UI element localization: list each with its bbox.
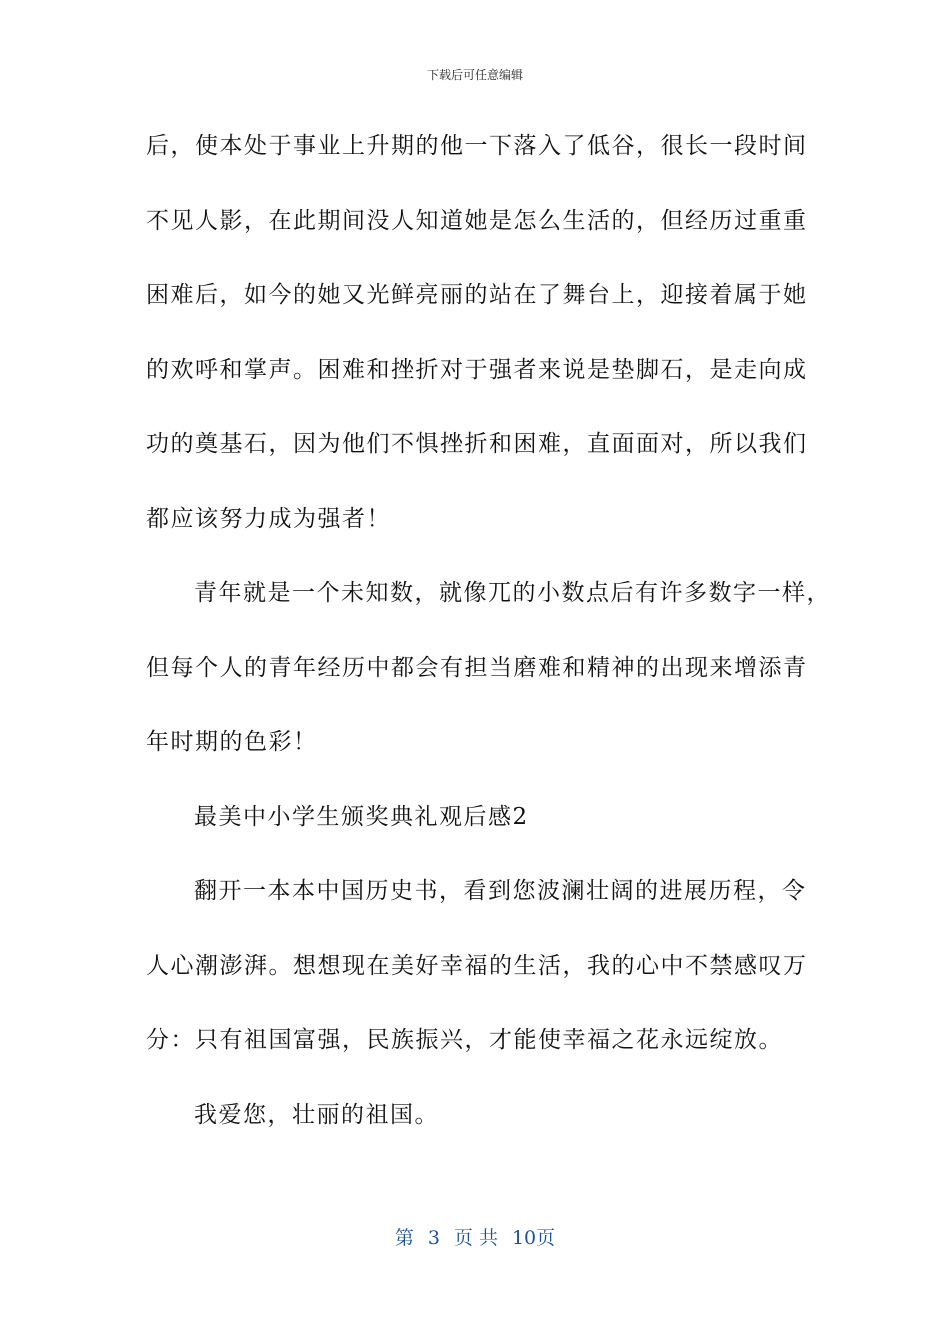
text-line: 功的奠基石，因为他们不惧挫折和困难，直面面对，所以我们 (146, 431, 808, 457)
text-line: 都应该努力成为强者！ (146, 505, 391, 532)
footer-total-pages: 10 (511, 1227, 537, 1249)
footer-suffix: 页 (536, 1227, 556, 1249)
footer-prefix: 第 (394, 1227, 414, 1249)
text-line: 分：只有祖国富强，民族振兴，才能使幸福之花永远绽放。 (146, 1027, 783, 1053)
footer-current-page: 3 (427, 1227, 440, 1249)
page-header: 下载后可任意编辑 (426, 68, 523, 82)
body-text (146, 126, 831, 1169)
text-line: 但每个人的青年经历中都会有担当磨难和精神的出现来增添青 (146, 654, 808, 681)
page-footer (0, 1224, 950, 1252)
text-line: 不见人影，在此期间没人知道她是怎么生活的，但经历过重重 (146, 207, 808, 234)
text-line: 人心潮澎湃。想想现在美好幸福的生活，我的心中不禁感叹万 (146, 952, 808, 979)
text-line: 后，使本处于事业上升期的他一下落入了低谷，很长一段时间 (146, 133, 808, 159)
paragraph-start-line: 青年就是一个未知数，就像兀的小数点后有许多数字一样， (194, 580, 831, 606)
text-line: 年时期的色彩！ (146, 729, 318, 755)
footer-middle: 页 共 (453, 1227, 498, 1249)
text-line: 的欢呼和掌声。困难和挫折对于强者来说是垫脚石，是走向成 (146, 356, 808, 383)
paragraph-start-line: 翻开一本本中国历史书，看到您波澜壮阔的进展历程，令 (194, 878, 807, 904)
paragraph-start-line: 我爱您，壮丽的祖国。 (194, 1101, 439, 1128)
section-title: 最美中小学生颁奖典礼观后感2 (194, 803, 529, 830)
text-line: 困难后，如今的她又光鲜亮丽的站在了舞台上，迎接着属于她 (146, 282, 808, 308)
